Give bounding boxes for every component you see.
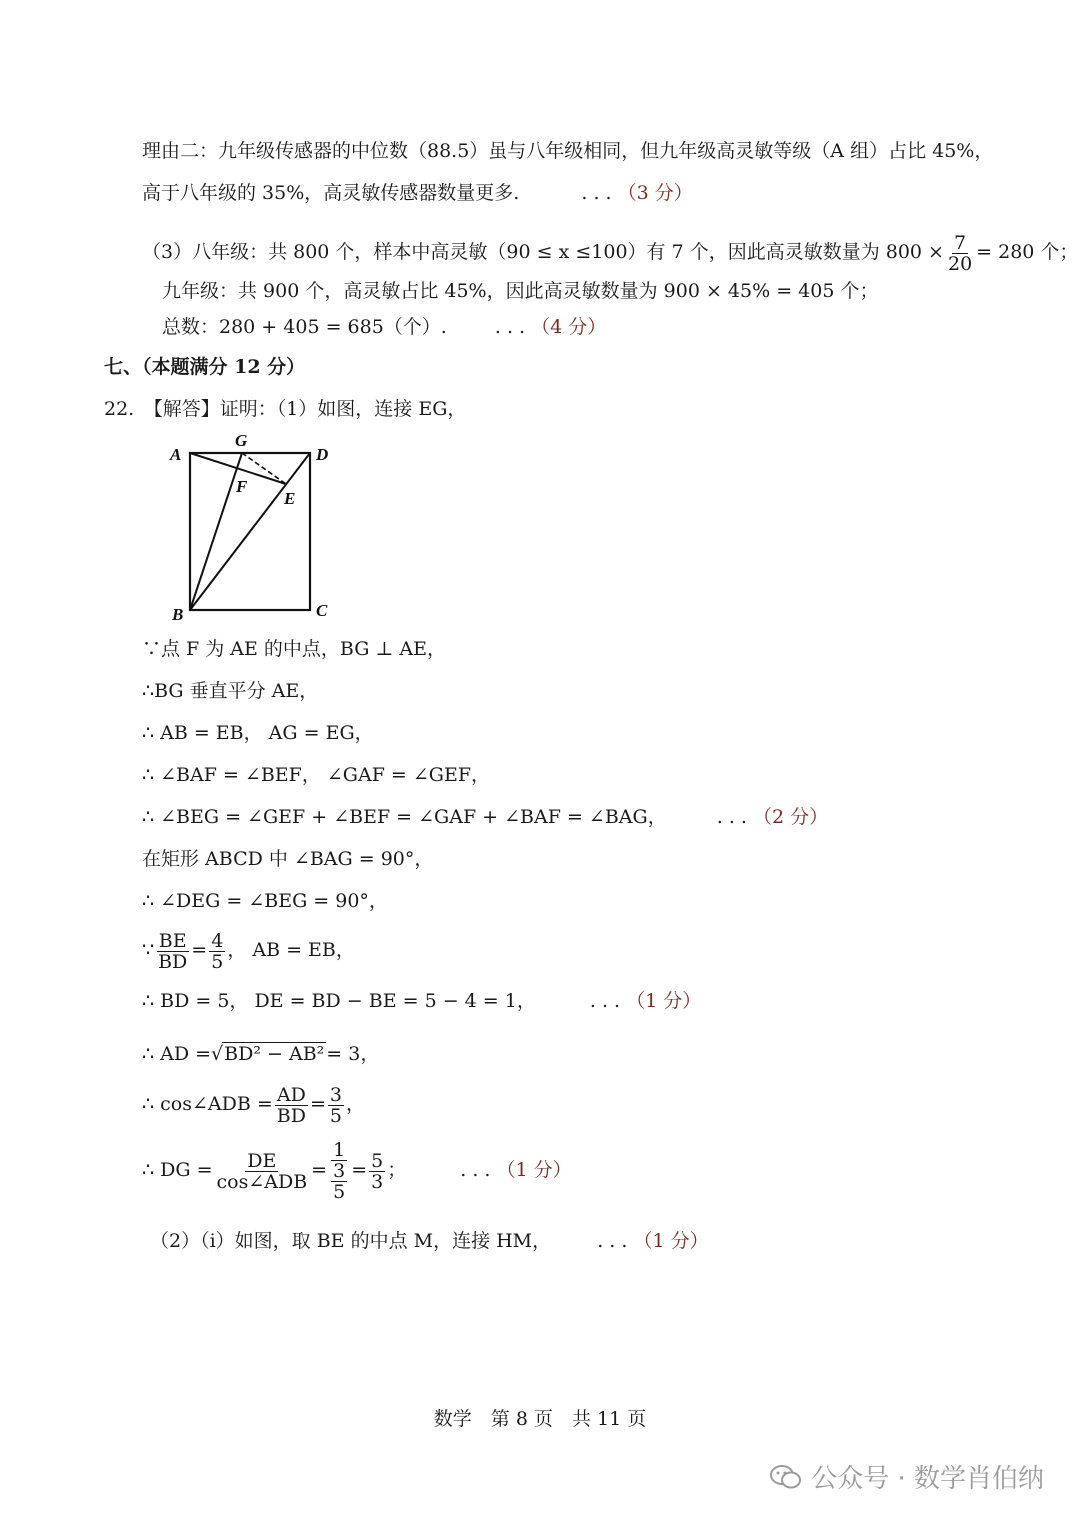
- segment-eg-dashed: [242, 453, 286, 484]
- q22-l12-post: ；: [387, 1159, 407, 1181]
- q22-line4: ∴ ∠BAF = ∠BEF， ∠GAF = ∠GEF，: [142, 764, 491, 786]
- q22-l12-eq: =: [311, 1159, 328, 1181]
- q22-l10-pre: ∴ AD =: [142, 1043, 212, 1065]
- label-c: C: [316, 601, 328, 620]
- q22-line6: 在矩形 ABCD 中 ∠BAG = 90°，: [142, 848, 434, 870]
- q22-l11-frac: [275, 1085, 308, 1126]
- q22-l11-fden: BD: [276, 1104, 306, 1127]
- q22-l8-frac: [156, 931, 189, 972]
- q22-line13-score: （1 分）: [633, 1230, 709, 1252]
- q22-l11-den2: 5: [329, 1104, 342, 1127]
- q22-l11-eq: =: [309, 1093, 326, 1115]
- frac-num: 7: [954, 231, 967, 254]
- part3-score: （4 分）: [531, 316, 607, 338]
- part3-line1b: = 280 个；: [976, 241, 1079, 263]
- part3-dots: . . .: [494, 316, 526, 338]
- q22-line1: ∵点 F 为 AE 的中点，BG ⊥ AE，: [142, 638, 446, 660]
- q22-l8-frac2: [209, 931, 225, 972]
- q22-l12-frac3: [369, 1151, 385, 1192]
- q22-line5-dots: . . .: [716, 806, 747, 828]
- label-b: B: [172, 605, 184, 624]
- label-e: E: [284, 489, 296, 508]
- q22-line11: [142, 1082, 365, 1126]
- q22-line12: [142, 1140, 572, 1202]
- frac-den: 20: [947, 252, 973, 275]
- q22-line13-dots: . . .: [597, 1230, 628, 1252]
- q22-line9: [142, 989, 701, 1013]
- q22-line5-score: （2 分）: [753, 806, 829, 828]
- q22-l11-fnum: AD: [276, 1083, 306, 1106]
- reason2-score: （3 分）: [617, 182, 693, 204]
- part3-line2: 九年级：共 900 个，高灵敏占比 45%，因此高灵敏数量为 900 × 45% = 405 个；: [162, 280, 879, 302]
- q22-l8-fnum: BE: [158, 929, 187, 952]
- q22-l12-cden-num: 3: [333, 1160, 346, 1182]
- q22-l8-post: ， AB = EB，: [227, 939, 355, 961]
- q22-l12-cden: [329, 1161, 349, 1202]
- reason2-line2: [142, 181, 693, 205]
- label-g: G: [235, 431, 248, 450]
- q22-line5-text: ∴ ∠BEG = ∠GEF + ∠BEF = ∠GAF + ∠BAF = ∠BAG，: [142, 806, 667, 828]
- q22-l8-fden: BD: [158, 950, 188, 973]
- watermark-text: 公众号 · 数学肖伯纳: [811, 1464, 1044, 1494]
- q22-l12-complex-frac: [329, 1140, 349, 1202]
- page-footer: 数学 第 8 页 共 11 页: [433, 1408, 647, 1430]
- q22-line9-dots: . . .: [589, 990, 621, 1012]
- part3-line3: [162, 315, 606, 339]
- q22-l11-post: ，: [345, 1093, 365, 1115]
- q22-line13: [150, 1229, 709, 1253]
- label-f: F: [236, 477, 248, 496]
- part3-line1: [142, 230, 1078, 274]
- q22-l10-rad: BD² − AB²: [224, 1043, 325, 1065]
- q22-line7: ∴ ∠DEG = ∠BEG = 90°，: [142, 890, 388, 912]
- q22-line10: [142, 1042, 379, 1066]
- q22-line5: [142, 805, 828, 829]
- q22-l12-cnum: 1: [333, 1139, 346, 1161]
- segment-bg: [190, 453, 242, 610]
- q22-l8-pre: ∵: [142, 939, 155, 961]
- q22-line9-score: （1 分）: [626, 990, 702, 1012]
- label-d: D: [316, 445, 329, 464]
- sqrt-sign: √: [211, 1043, 224, 1065]
- q22-l12-frac: [215, 1151, 310, 1192]
- q22-l8-num2: 4: [211, 929, 224, 952]
- q22-line2: ∴BG 垂直平分 AE，: [142, 680, 319, 702]
- rectangle-figure: [160, 428, 340, 628]
- label-a: A: [170, 445, 182, 464]
- part3-text: 总数：280 + 405 = 685（个）.: [162, 316, 447, 338]
- q22-l12-eq2: =: [351, 1159, 368, 1181]
- q22-l12-inner-frac: [331, 1161, 347, 1202]
- part3-line1a: （3）八年级：共 800 个，样本中高灵敏（90 ≤ x ≤100）有 7 个，因此高灵敏数量为 800 ×: [142, 241, 944, 263]
- q22-l12-fnum: DE: [247, 1149, 277, 1172]
- q22-l12-fden: cos∠ADB: [216, 1170, 308, 1193]
- reason2-dots: . . .: [581, 182, 612, 204]
- q22-l8-den2: 5: [211, 950, 224, 973]
- q22-l11-pre: ∴ cos∠ADB =: [142, 1093, 273, 1115]
- wechat-icon: [769, 1463, 803, 1491]
- q22-line13-text: （2）（i）如图，取 BE 的中点 M，连接 HM，: [150, 1230, 552, 1252]
- q22-line8: [142, 928, 355, 972]
- q22-l12-pre: ∴ DG =: [142, 1159, 213, 1181]
- q22-l8-mid: =: [191, 939, 208, 961]
- q22-l10-post: = 3，: [326, 1043, 380, 1065]
- q22-l12-cden-den: 5: [333, 1181, 346, 1203]
- q22-l11-frac2: [328, 1085, 344, 1126]
- section7-title: 七、（本题满分 12 分）: [104, 356, 306, 378]
- q22-intro: 22. 【解答】证明：（1）如图，连接 EG，: [104, 398, 467, 420]
- part3-fraction: [946, 233, 974, 274]
- q22-line3: ∴ AB = EB， AG = EG，: [142, 722, 374, 744]
- q22-l12-den3: 3: [371, 1170, 384, 1193]
- q22-l12-dots: . . .: [460, 1159, 491, 1181]
- q22-line9-text: ∴ BD = 5， DE = BD − BE = 5 − 4 = 1，: [142, 990, 536, 1012]
- watermark: [769, 1458, 1044, 1495]
- q22-l11-num2: 3: [329, 1083, 342, 1106]
- q22-l12-score: （1 分）: [496, 1159, 572, 1181]
- reason2-text: 高于八年级的 35%，高灵敏传感器数量更多.: [142, 182, 520, 204]
- reason2-line1: 理由二：九年级传感器的中位数（88.5）虽与八年级相同，但九年级高灵敏等级（A 组）占比 45%，: [142, 140, 994, 162]
- q22-l12-num3: 5: [371, 1149, 384, 1172]
- diagonal-bd: [190, 453, 310, 610]
